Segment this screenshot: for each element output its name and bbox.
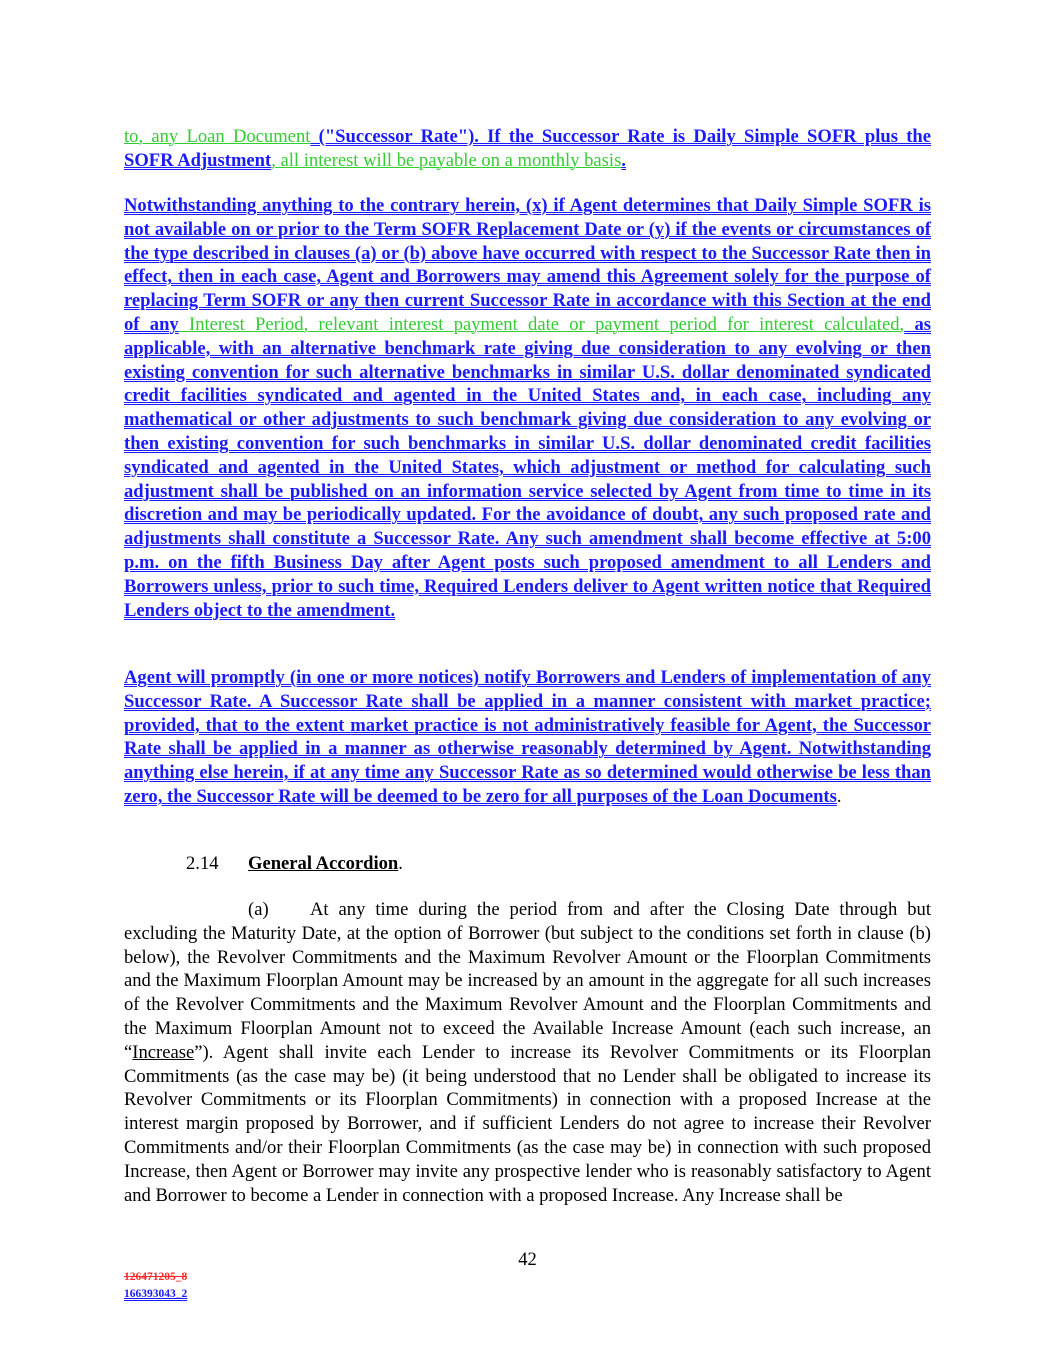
moved-text: Interest Period, relevant interest payment date or payment period for interest calculated, xyxy=(178,313,905,335)
paragraph-notwithstanding xyxy=(124,194,931,622)
doc-ref-deleted: 126471205_8 xyxy=(124,1271,188,1283)
paragraph-successor-rate-definition xyxy=(124,125,931,173)
paragraph-agent-notify xyxy=(124,666,931,809)
inserted-text: Notwithstanding anything to the contrary herein, (x) if Agent determines that Daily Simple SOFR is not available on or prior to the Term SOFR Replacement Date or (y) if the events or circumstances of the type described in clauses (a) or (b) above have occurred with respect to the Successor Rate then in effect, then in each case, Agent and Borrowers may amend this Agreement solely for the purpose of replacing Term SOFR or any then current Successor Rate in accordance with this Section at the end of any xyxy=(124,195,931,335)
doc-ref-inserted: 166393043_2 xyxy=(124,1288,188,1300)
clause-label: (a) xyxy=(248,899,269,920)
paragraph-accordion-a xyxy=(124,898,931,1207)
moved-text: , all interest will be payable on a monthly basis xyxy=(271,149,622,171)
page-number: 42 xyxy=(518,1249,537,1270)
section-period: . xyxy=(398,853,403,874)
section-title: General Accordion xyxy=(248,853,399,874)
inserted-text: Agent will promptly (in one or more notices) notify Borrowers and Lenders of implementation of any Successor Rate. A Successor Rate shall be applied in a manner consistent with market practice; provided, that to the extent market practice is not administratively feasible for Agent, the Successor Rate shall be applied in a manner as otherwise reasonably determined by Agent. Notwithstanding anything else herein, if at any time any Successor Rate as so determined would otherwise be less than zero, the Successor Rate will be deemed to be zero for all purposes of the Loan Documents xyxy=(124,667,931,807)
inserted-text: . xyxy=(621,149,626,171)
body-text: ”). Agent shall invite each Lender to increase its Revolver Commitments or its Floorplan Commitments (as the case may be) (it being understood that no Lender shall be obligated to increase its Revolver Commitments or its Floorplan Commitments) in connection with a proposed Increase at the interest margin proposed by Borrower, and if sufficient Lenders do not agree to increase their Revolver Commitments and/or their Floorplan Commitments (as the case may be) in connection with such proposed Increase, then Agent or Borrower may invite any prospective lender who is reasonably satisfactory to Agent and Borrower to become a Lender in connection with a proposed Increase. Any Increase shall be xyxy=(124,1041,931,1206)
section-number: 2.14 xyxy=(186,853,219,874)
inserted-text: as applicable, with an alternative benchmark rate giving due consideration to any evolving or then existing convention for such alternative benchmarks in similar U.S. dollar denominated syndicated credit facilities syndicated and agented in the United States and, in each case, including any mathematical or other adjustments to such benchmark giving due consideration to any evolving or then existing convention for such benchmarks in similar U.S. dollar denominated credit facilities syndicated and agented in the United States, which adjustment or method for calculating such adjustment shall be published on an information service selected by Agent from time to time in its discretion and may be periodically updated. For the avoidance of doubt, any such proposed rate and adjustments shall constitute a Successor Rate. Any such amendment shall become effective at 5:00 p.m. on the fifth Business Day after Agent posts such proposed amendment to all Lenders and Borrowers unless, prior to such time, Required Lenders deliver to Agent written notice that Required Lenders object to the amendment. xyxy=(124,313,931,621)
inserted-text: ("Successor Rate"). If the Successor Rate is Daily Simple SOFR plus the SOFR Adjustment xyxy=(124,126,932,171)
defined-term: Increase xyxy=(132,1041,195,1063)
plain-text: . xyxy=(836,785,842,807)
body-text: At any time during the period from and after the Closing Date through but excluding the Maturity Date, at the option of Borrower (but subject to the conditions set forth in clause (b) below), the Revolver Commitments and the Maximum Revolver Amount or the Floorplan Commitments and the Maximum Floorplan Amount may be increased by an amount in the aggregate for all such increases of the Revolver Commitments and the Maximum Revolver Amount and the Floorplan Commitments and the Maximum Floorplan Amount not to exceed the Available Increase Amount (each such increase, an “ xyxy=(124,899,931,1063)
section-heading xyxy=(186,853,403,875)
moved-text: to, any Loan Document xyxy=(124,126,311,147)
